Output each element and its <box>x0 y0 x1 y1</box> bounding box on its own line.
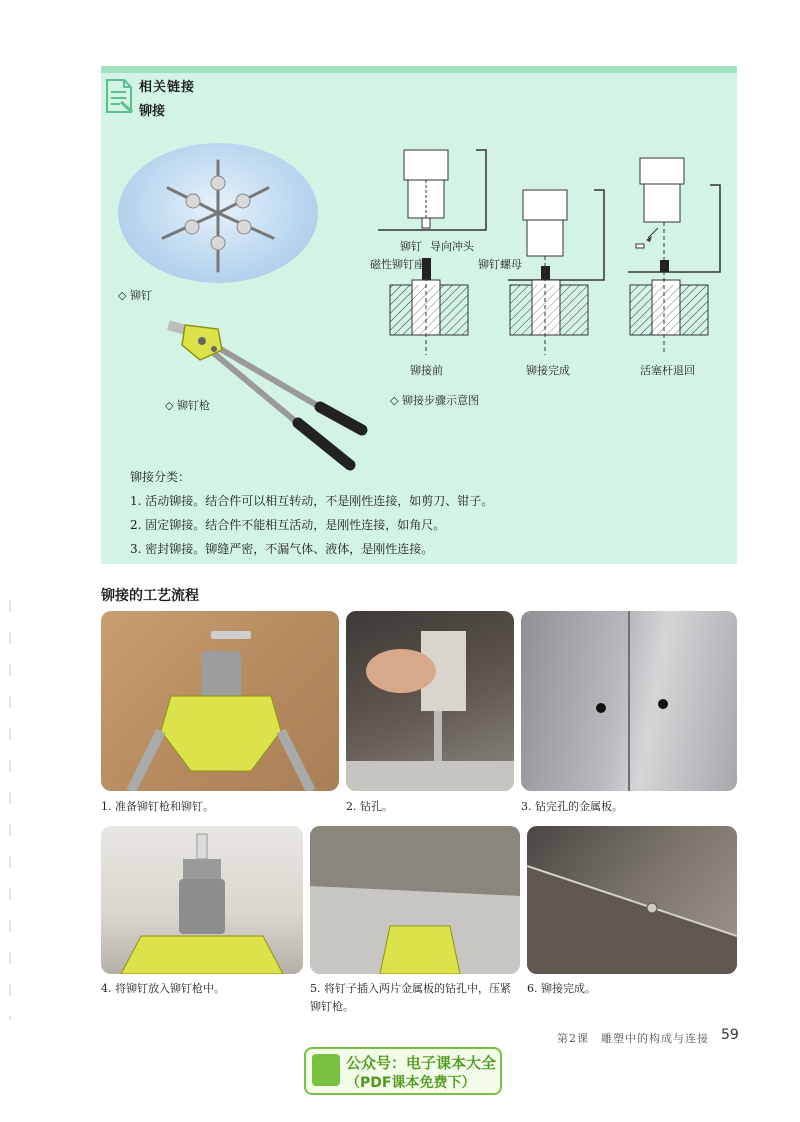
classification-item: 1. 活动铆接。结合件可以相互转动，不是刚性连接，如剪刀、钳子。 <box>130 494 494 508</box>
diagram-panel-done <box>508 190 604 355</box>
step4-photo <box>101 826 303 974</box>
classification-item: 3. 密封铆接。铆缝严密，不漏气体、液体，是刚性连接。 <box>130 542 434 556</box>
rivets-illustration <box>118 143 318 283</box>
classification-item: 2. 固定铆接。结合件不能相互活动，是刚性连接，如角尺。 <box>130 518 446 532</box>
related-link-subtitle: 铆接 <box>139 104 166 119</box>
label-retract: 活塞杆退回 <box>640 364 695 377</box>
chapter-footer: 第2课 雕塑中的构成与连接 <box>557 1032 709 1045</box>
step2-photo <box>346 611 514 791</box>
riveting-steps-diagram <box>368 140 738 390</box>
watermark-banner <box>304 1047 502 1095</box>
label-guide-punch: 导向冲头 <box>430 240 474 253</box>
rivet-photo <box>118 143 318 283</box>
rivet-caption: ◇ 铆钉 <box>118 289 152 302</box>
related-link-top-bar <box>101 66 737 73</box>
step3-photo <box>521 611 737 791</box>
banner-line2: （PDF课本免费下） <box>346 1075 476 1091</box>
diagram-caption: ◇ 铆接步骤示意图 <box>390 394 479 407</box>
label-done: 铆接完成 <box>526 364 570 377</box>
rivet-gun-illustration <box>150 305 370 475</box>
step3-caption: 3. 钻完孔的金属板。 <box>521 800 623 813</box>
step5-caption: 5. 将钉子插入两片金属板的钻孔中，压紧 <box>310 982 511 995</box>
classification-title: 铆接分类： <box>130 470 191 484</box>
step6-caption: 6. 铆接完成。 <box>527 982 596 995</box>
step6-photo <box>527 826 737 974</box>
step4-caption: 4. 将铆钉放入铆钉枪中。 <box>101 982 225 995</box>
rivet-gun-caption: ◇ 铆钉枪 <box>165 399 210 412</box>
step2-caption: 2. 钻孔。 <box>346 800 393 813</box>
step5-photo <box>310 826 520 974</box>
page-number: 59 <box>721 1027 739 1043</box>
diagram-panel-retract <box>628 158 720 355</box>
label-magnetic-seat: 磁性铆钉座 <box>370 258 425 271</box>
label-rivet-nut: 铆钉螺母 <box>478 258 522 271</box>
document-icon <box>104 78 134 114</box>
related-link-title: 相关链接 <box>139 80 196 95</box>
label-rivet: 铆钉 <box>400 240 422 253</box>
step1-caption: 1. 准备铆钉枪和铆钉。 <box>101 800 214 813</box>
step5-caption-cont: 铆钉枪。 <box>310 1000 354 1013</box>
step1-photo <box>101 611 339 791</box>
process-section-title: 铆接的工艺流程 <box>101 588 199 604</box>
margin-marks <box>8 600 12 1020</box>
banner-line1: 公众号：电子课本大全 <box>346 1054 497 1072</box>
book-icon <box>312 1054 340 1086</box>
label-before: 铆接前 <box>410 364 443 377</box>
